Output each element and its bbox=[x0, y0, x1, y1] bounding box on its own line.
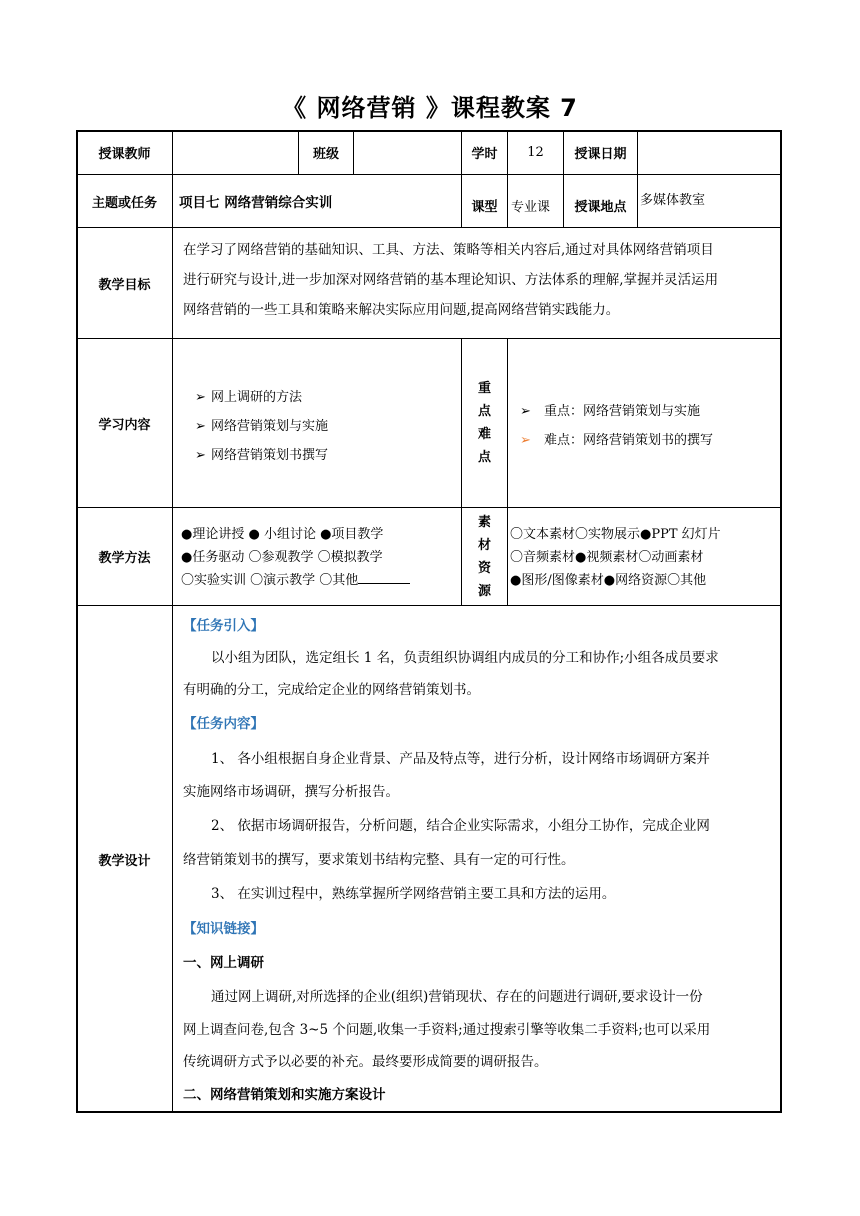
key-item-text: 重点：网络营销策划与实施 bbox=[544, 404, 701, 419]
arrow-bullet-icon: ➢ bbox=[195, 419, 206, 434]
arrow-bullet-icon: ➢ bbox=[195, 448, 206, 463]
objective-text bbox=[172, 227, 782, 339]
method-options bbox=[172, 507, 462, 606]
key-item bbox=[520, 397, 781, 426]
list-item bbox=[195, 383, 461, 412]
list-item-text: 网络营销策划书撰写 bbox=[211, 448, 329, 463]
key-char: 难 bbox=[477, 427, 491, 442]
list-item bbox=[195, 412, 461, 441]
key-points-label bbox=[461, 338, 508, 508]
method-line-text: 〇实验实训 〇演示教学 〇其他 bbox=[181, 573, 359, 588]
type-value: 专业课 bbox=[507, 174, 564, 228]
objective-label: 教学目标 bbox=[76, 227, 173, 339]
section-task-content: 【任务内容】 bbox=[183, 716, 264, 732]
key-points-list bbox=[507, 338, 782, 508]
resource-line: 〇音频素材●视频素材〇动画素材 bbox=[510, 550, 704, 565]
topic-label: 主题或任务 bbox=[76, 174, 173, 228]
place-value: 多媒体教室 bbox=[637, 174, 782, 228]
method-line: ●任务驱动 〇参观教学 〇模拟教学 bbox=[181, 550, 383, 565]
design-paragraph: 络营销策划书的撰写，要求策划书结构完整、具有一定的可行性。 bbox=[183, 852, 575, 868]
design-paragraph: 以小组为团队，选定组长 1 名，负责组织协调组内成员的分工和协作;小组各成员要求 bbox=[211, 650, 719, 666]
content-list bbox=[172, 338, 462, 508]
place-label: 授课地点 bbox=[563, 174, 638, 228]
design-paragraph: 1、 各小组根据自身企业背景、产品及特点等，进行分析，设计网络市场调研方案并 bbox=[211, 751, 710, 767]
design-paragraph: 实施网络市场调研，撰写分析报告。 bbox=[183, 784, 399, 800]
objective-line: 在学习了网络营销的基础知识、工具、方法、策略等相关内容后,通过对具体网络营销项目 bbox=[183, 242, 714, 258]
list-item-text: 网络营销策划与实施 bbox=[211, 419, 329, 434]
key-char: 点 bbox=[477, 450, 491, 465]
design-label: 教学设计 bbox=[76, 605, 173, 1113]
method-line-3 bbox=[181, 569, 461, 592]
arrow-bullet-icon: ➢ bbox=[195, 390, 206, 405]
design-content bbox=[172, 605, 782, 1113]
hours-label: 学时 bbox=[461, 130, 508, 175]
resources-options bbox=[507, 507, 782, 606]
page-title: 《 网络营销 》课程教案 7 bbox=[282, 94, 578, 122]
objective-line: 网络营销的一些工具和策略来解决实际应用问题,提高网络营销实践能力。 bbox=[183, 302, 620, 318]
key-char: 点 bbox=[477, 404, 491, 419]
resource-line: 〇文本素材〇实物展示●PPT 幻灯片 bbox=[510, 527, 721, 542]
list-item bbox=[195, 441, 461, 470]
key-item-text: 难点：网络营销策划书的撰写 bbox=[544, 433, 714, 448]
resources-label bbox=[461, 507, 508, 606]
method-line: ●理论讲授 ● 小组讨论 ●项目教学 bbox=[181, 527, 384, 542]
design-paragraph: 网上调查问卷,包含 3~5 个问题,收集一手资料;通过搜索引擎等收集二手资料;也可以采用 bbox=[183, 1022, 711, 1038]
type-label: 课型 bbox=[461, 174, 508, 228]
section-task-intro: 【任务引入】 bbox=[183, 618, 264, 634]
arrow-bullet-icon: ➢ bbox=[520, 404, 531, 419]
key-char: 重 bbox=[477, 381, 491, 396]
objective-line: 进行研究与设计,进一步加深对网络营销的基本理论知识、方法体系的理解,掌握并灵活运用 bbox=[183, 272, 719, 288]
date-value bbox=[637, 130, 782, 175]
content-label: 学习内容 bbox=[76, 338, 173, 508]
date-label: 授课日期 bbox=[563, 130, 638, 175]
design-paragraph: 传统调研方式予以必要的补充。最终要形成简要的调研报告。 bbox=[183, 1054, 548, 1070]
class-value bbox=[353, 130, 462, 175]
design-paragraph: 通过网上调研,对所选择的企业(组织)营销现状、存在的问题进行调研,要求设计一份 bbox=[211, 989, 703, 1005]
key-item bbox=[520, 426, 781, 455]
hours-value: 12 bbox=[507, 130, 564, 175]
res-char: 源 bbox=[477, 583, 491, 599]
class-label: 班级 bbox=[298, 130, 354, 175]
list-item-text: 网上调研的方法 bbox=[211, 390, 303, 405]
res-char: 资 bbox=[477, 560, 491, 576]
resource-line: ●图形/图像素材●网络资源〇其他 bbox=[510, 573, 707, 588]
topic-value: 项目七 网络营销综合实训 bbox=[172, 174, 462, 228]
design-paragraph: 有明确的分工，完成给定企业的网络营销策划书。 bbox=[183, 682, 480, 698]
subheading-online-research: 一、网上调研 bbox=[183, 955, 264, 971]
section-knowledge-link: 【知识链接】 bbox=[183, 921, 264, 937]
blank-underline bbox=[358, 571, 410, 584]
teacher-label: 授课教师 bbox=[76, 130, 173, 175]
teacher-value bbox=[172, 130, 299, 175]
design-paragraph: 3、 在实训过程中，熟练掌握所学网络营销主要工具和方法的运用。 bbox=[211, 886, 616, 902]
res-char: 素 bbox=[477, 514, 491, 530]
method-label: 教学方法 bbox=[76, 507, 173, 606]
res-char: 材 bbox=[477, 537, 491, 553]
design-paragraph: 2、 依据市场调研报告，分析问题，结合企业实际需求，小组分工协作，完成企业网 bbox=[211, 818, 710, 834]
arrow-bullet-icon: ➢ bbox=[520, 433, 531, 448]
subheading-plan-design: 二、网络营销策划和实施方案设计 bbox=[183, 1087, 386, 1103]
